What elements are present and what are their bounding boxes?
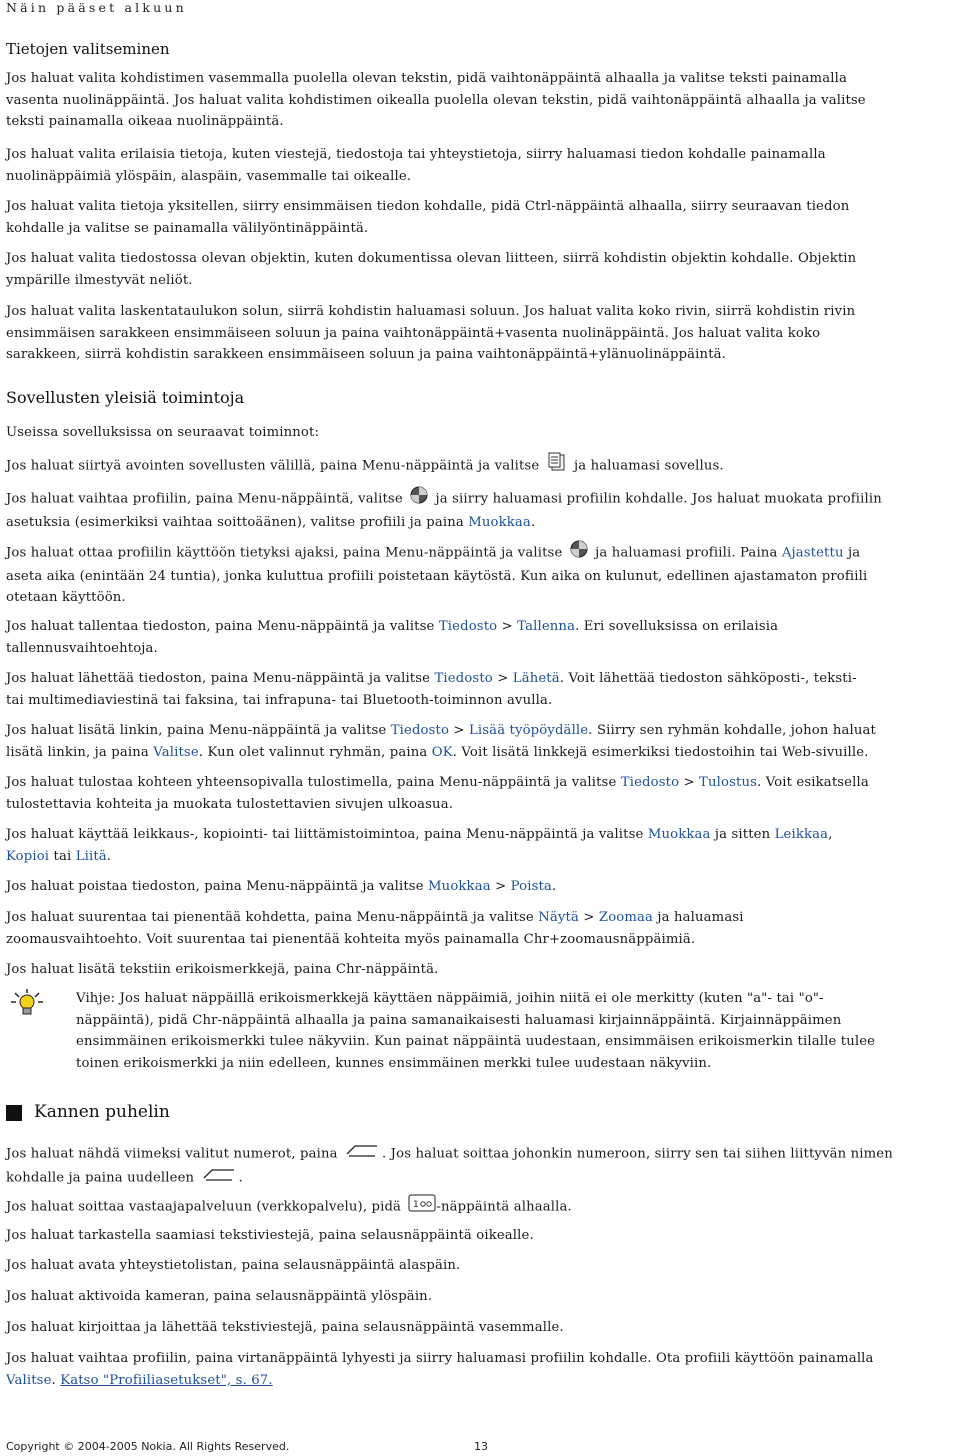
lightbulb-icon xyxy=(10,988,44,1022)
paragraph: Jos haluat tulostaa kohteen yhteensopivalla tulostimella, paina Menu-näppäintä ja valitse Tiedosto > Tulostus. Voit esikatsella tulostettavia kohteita ja muokata tulostettavien sivujen ulkoasua. xyxy=(6,775,869,812)
paragraph: Jos haluat siirtyä avointen sovellusten välillä, paina Menu-näppäintä ja valitse ja haluamasi sovellus. xyxy=(6,452,958,480)
link-kopioi[interactable]: Kopioi xyxy=(6,848,50,864)
paragraph: Jos haluat tallentaa tiedoston, paina Menu-näppäintä ja valitse Tiedosto > Tallenna. Eri sovelluksissa on erilaisia tallennusvaihtoehtoja. xyxy=(6,619,779,656)
voicemail-key-icon xyxy=(408,1194,436,1220)
paragraph xyxy=(6,144,958,187)
section-bullet-icon xyxy=(6,1105,22,1121)
text-line: Useissa sovelluksissa on seuraavat toiminnot: xyxy=(6,425,320,440)
text-line: Jos haluat valita laskentataulukon solun, siirrä kohdistin haluamasi soluun. Jos haluat valita koko rivin, siirrä kohdistin rivin xyxy=(6,304,856,319)
paragraph: Jos haluat aktivoida kameran, paina selausnäppäintä ylöspäin. xyxy=(6,1289,433,1304)
paragraph: Jos haluat nähdä viimeksi valitut numerot, paina . Jos haluat soittaa johonkin numeroon, siirry sen tai siihen liittyvän nimen kohdalle ja paina uudelleen . xyxy=(6,1142,958,1189)
text-line: ensimmäisen sarakkeen ensimmäiseen soluun ja paina vaihtonäppäintä+vasenta nuolinäppäintä. Jos haluat valita koko xyxy=(6,325,821,341)
text-line: nuolinäppäimiä ylöspäin, alaspäin, vasemmalle tai oikealle. xyxy=(6,168,412,184)
text-line: sarakkeen, siirrä kohdistin sarakkeen ensimmäiseen soluun ja paina vaihtonäppäintä+ylänuolinäppäintä. xyxy=(6,347,726,362)
link-liita[interactable]: Liitä xyxy=(75,848,107,864)
page-number: 13 xyxy=(474,1440,488,1453)
paragraph: Jos haluat käyttää leikkaus-, kopiointi- tai liittämistoimintoa, paina Menu-näppäintä ja valitse Muokkaa ja sitten Leikkaa, Kopioi tai Liitä. xyxy=(6,827,833,864)
link-tiedosto[interactable]: Tiedosto xyxy=(390,723,450,738)
text-line: Jos haluat valita erilaisia tietoja, kuten viestejä, tiedostoja tai yhteystietoja, siirry haluamasi tiedon kohdalle painamalla xyxy=(6,147,826,162)
link-muokkaa[interactable]: Muokkaa xyxy=(428,879,491,894)
section-title-cover-phone: Kannen puhelin xyxy=(34,1102,170,1122)
link-valitse[interactable]: Valitse xyxy=(153,744,199,760)
link-muokkaa[interactable]: Muokkaa xyxy=(468,514,531,530)
text-line: Jos haluat valita tietoja yksitellen, siirry ensimmäisen tiedon kohdalle, pidä Ctrl-näppäintä alhaalla, siirry seuraavan tiedon xyxy=(6,199,850,214)
text-line: Jos haluat valita kohdistimen vasemmalla puolella olevan tekstin, pidä vaihtonäppäintä alhaalla ja valitse teksti painamalla xyxy=(6,71,847,86)
call-key-icon xyxy=(202,1166,236,1190)
paragraph: Jos haluat kirjoittaa ja lähettää tekstiviestejä, paina selausnäppäintä vasemmalle. xyxy=(6,1320,564,1335)
link-lisaa-tyopoydalle[interactable]: Lisää työpöydälle xyxy=(468,723,589,738)
link-laheta[interactable]: Lähetä xyxy=(512,671,560,686)
paragraph: Jos haluat tarkastella saamiasi tekstiviestejä, paina selausnäppäintä oikealle. xyxy=(6,1228,534,1243)
link-tiedosto[interactable]: Tiedosto xyxy=(438,619,498,634)
link-leikkaa[interactable]: Leikkaa xyxy=(774,827,829,842)
text-line: teksti painamalla oikeaa nuolinäppäintä. xyxy=(6,114,284,129)
text-line: Jos haluat valita tiedostossa olevan objektin, kuten dokumentissa olevan liitteen, siirrä kohdistin objektin kohdalle. Objektin xyxy=(6,251,857,266)
svg-text:1: 1 xyxy=(413,1200,420,1210)
link-poista[interactable]: Poista xyxy=(510,879,552,894)
paragraph xyxy=(6,301,958,366)
paragraph: Jos haluat ottaa profiilin käyttöön tietyksi ajaksi, paina Menu-näppäintä ja valitse ja haluamasi profiili. Paina Ajastettu ja aseta aika (enintään 24 tuntia), jonka kuluttua profiili poistetaan käytöstä. Kun aika on kulunut, edellinen ajastamaton profiili otetaan käyttöön. xyxy=(6,540,958,609)
link-muokkaa[interactable]: Muokkaa xyxy=(647,827,711,842)
app-list-icon xyxy=(547,452,567,480)
paragraph: Jos haluat vaihtaa profiilin, paina Menu-näppäintä, valitse ja siirry haluamasi profiilin kohdalle. Jos haluat muokata profiilin asetuksia (esimerkiksi vaihtaa soittoäänen), valitse profiili ja paina Muokkaa. xyxy=(6,486,958,533)
paragraph: Jos haluat vaihtaa profiilin, paina virtanäppäintä lyhyesti ja siirry haluamasi profiilin kohdalle. Ota profiili käyttöön painamalla Valitse. Katso "Profiiliasetukset", s. 67. xyxy=(6,1351,874,1388)
text-line: vasenta nuolinäppäintä. Jos haluat valita kohdistimen oikealla puolella olevan tekstin, pidä vaihtonäppäintä alhaalla ja valitse xyxy=(6,92,866,108)
link-zoomaa[interactable]: Zoomaa xyxy=(598,910,654,925)
profile-icon xyxy=(410,486,428,512)
paragraph: Jos haluat soittaa vastaajapalveluun (verkkopalvelu), pidä 1 -näppäintä alhaalla. xyxy=(6,1194,958,1220)
paragraph xyxy=(6,422,958,444)
paragraph: Jos haluat lisätä linkin, paina Menu-näppäintä ja valitse Tiedosto > Lisää työpöydälle. Siirry sen ryhmän kohdalle, johon haluat lisätä linkin, ja paina Valitse. Kun olet valinnut ryhmän, paina OK. Voit lisätä linkkejä esimerkiksi tiedostoihin tai Web-sivuille. xyxy=(6,723,876,760)
link-profile-settings[interactable]: Katso "Profiiliasetukset", s. 67. xyxy=(60,1372,273,1388)
copyright: Copyright © 2004-2005 Nokia. All Rights Reserved. xyxy=(6,1440,290,1453)
paragraph xyxy=(6,196,958,239)
link-valitse[interactable]: Valitse xyxy=(6,1372,52,1388)
link-tiedosto[interactable]: Tiedosto xyxy=(620,775,680,790)
call-key-icon xyxy=(345,1142,379,1166)
profile-icon xyxy=(570,540,588,566)
link-tiedosto[interactable]: Tiedosto xyxy=(434,671,493,686)
paragraph: Jos haluat avata yhteystietolistan, paina selausnäppäintä alaspäin. xyxy=(6,1258,461,1273)
paragraph: Jos haluat lisätä tekstiin erikoismerkkejä, paina Chr-näppäintä. xyxy=(6,962,439,977)
link-tulostus[interactable]: Tulostus xyxy=(699,775,758,790)
paragraph: Jos haluat lähettää tiedoston, paina Menu-näppäintä ja valitse Tiedosto > Lähetä. Voit lähettää tiedoston sähköposti-, teksti- tai multimediaviestinä tai faksina, tai infrapuna- tai Bluetooth-toiminnon avulla. xyxy=(6,671,857,708)
section-title-common-functions: Sovellusten yleisiä toimintoja xyxy=(6,388,245,407)
tip-label: Vihje: xyxy=(76,991,116,1006)
link-ajastettu[interactable]: Ajastettu xyxy=(781,545,844,561)
paragraph: Jos haluat suurentaa tai pienentää kohdetta, paina Menu-näppäintä ja valitse Näytä > Zoomaa ja haluamasi zoomausvaihtoehto. Voit suurentaa tai pienentää kohteita myös painamalla Chr+zoomausnäppäimiä. xyxy=(6,910,744,947)
text-line: kohdalle ja valitse se painamalla välilyöntinäppäintä. xyxy=(6,220,369,236)
paragraph: Jos haluat poistaa tiedoston, paina Menu-näppäintä ja valitse Muokkaa > Poista. xyxy=(6,879,557,894)
link-nayta[interactable]: Näytä xyxy=(538,910,579,925)
paragraph xyxy=(6,248,958,291)
paragraph xyxy=(6,68,958,133)
tip-box: Vihje: Jos haluat näppäillä erikoismerkkejä käyttäen näppäimiä, joihin niitä ei ole merkitty (kuten "a"- tai "o"- näppäintä), pidä Chr-näppäintä alhaalla ja paina samanaikaisesti haluamasi kirjainnäppäintä. Kirjainnäppäimen ensimmäinen erikoismerkki tulee näkyviin. Kun painat näppäintä uudestaan, ensimmäisen erikoismerkin tilalle tulee toinen erikoismerkki ja niin edelleen, kunnes ensimmäinen merkki tulee uudestaan näkyviin. xyxy=(76,991,876,1071)
section-title-selecting: Tietojen valitseminen xyxy=(6,40,170,58)
link-tallenna[interactable]: Tallenna xyxy=(517,619,576,634)
text-line: ympärille ilmestyvät neliöt. xyxy=(6,272,193,288)
chapter-header: Näin pääset alkuun xyxy=(6,0,187,15)
link-ok[interactable]: OK xyxy=(431,744,453,760)
